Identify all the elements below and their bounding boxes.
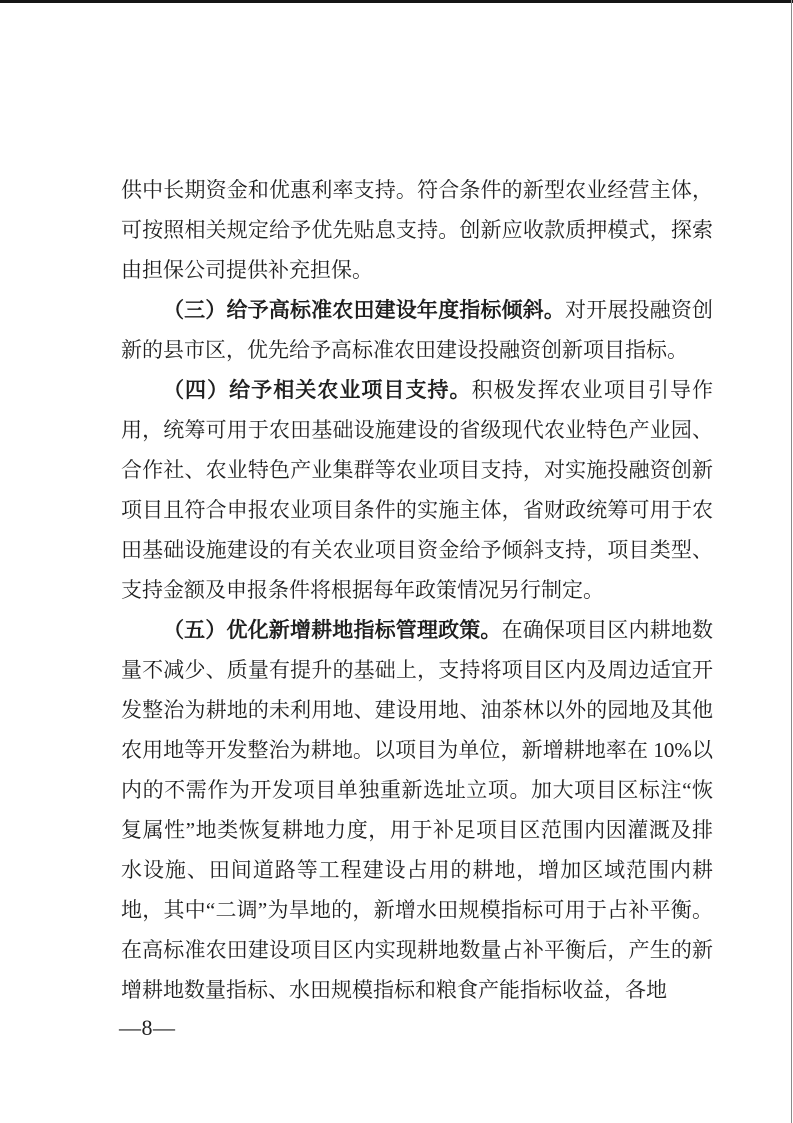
page-number: —8— [119, 1015, 176, 1040]
paragraph-heading: （三）给予高标准农田建设年度指标倾斜。 [163, 298, 566, 322]
paragraph-item-five [121, 610, 713, 1010]
paragraph-text: 在确保项目区内耕地数量不减少、质量有提升的基础上，支持将项目区内及周边适宜开发整治为耕地的未利用地、建设用地、油茶林以外的园地及其他农用地等开发整治为耕地。以项目为单位，新增耕地率在 10%以内的不需作为开发项目单独重新选址立项。加大项目区标注“恢复属性”地类恢复耕地力度，用于补足项目区范围内因灌溉及排水设施、田间道路等工程建设占用的耕地，增加区域范围内耕地，其中“二调”为旱地的，新增水田规模指标可用于占补平衡。在高标准农田建设项目区内实现耕地数量占补平衡后，产生的新增耕地数量指标、水田规模指标和粮食产能指标收益，各地 [121, 618, 714, 1002]
paragraph-continuation [121, 170, 713, 290]
paragraph-item-four [121, 370, 713, 610]
document-body [121, 170, 713, 1010]
scan-edge-top [0, 0, 793, 3]
paragraph-text: 积极发挥农业项目引导作用，统筹可用于农田基础设施建设的省级现代农业特色产业园、合作社、农业特色产业集群等农业项目支持，对实施投融资创新项目且符合申报农业项目条件的实施主体，省财政统筹可用于农田基础设施建设的有关农业项目资金给予倾斜支持，项目类型、支持金额及申报条件将根据每年政策情况另行制定。 [121, 378, 714, 602]
paragraph-heading: （四）给予相关农业项目支持。 [163, 378, 472, 402]
paragraph-text: 对开展投融资创新的县市区，优先给予高标准农田建设投融资创新项目指标。 [121, 298, 714, 362]
paragraph-text: 供中长期资金和优惠利率支持。符合条件的新型农业经营主体，可按照相关规定给予优先贴息支持。创新应收款质押模式，探索由担保公司提供补充担保。 [121, 178, 713, 282]
scan-edge-right [791, 0, 792, 1123]
paragraph-heading: （五）优化新增耕地指标管理政策。 [163, 618, 502, 642]
paragraph-item-three [121, 290, 713, 370]
